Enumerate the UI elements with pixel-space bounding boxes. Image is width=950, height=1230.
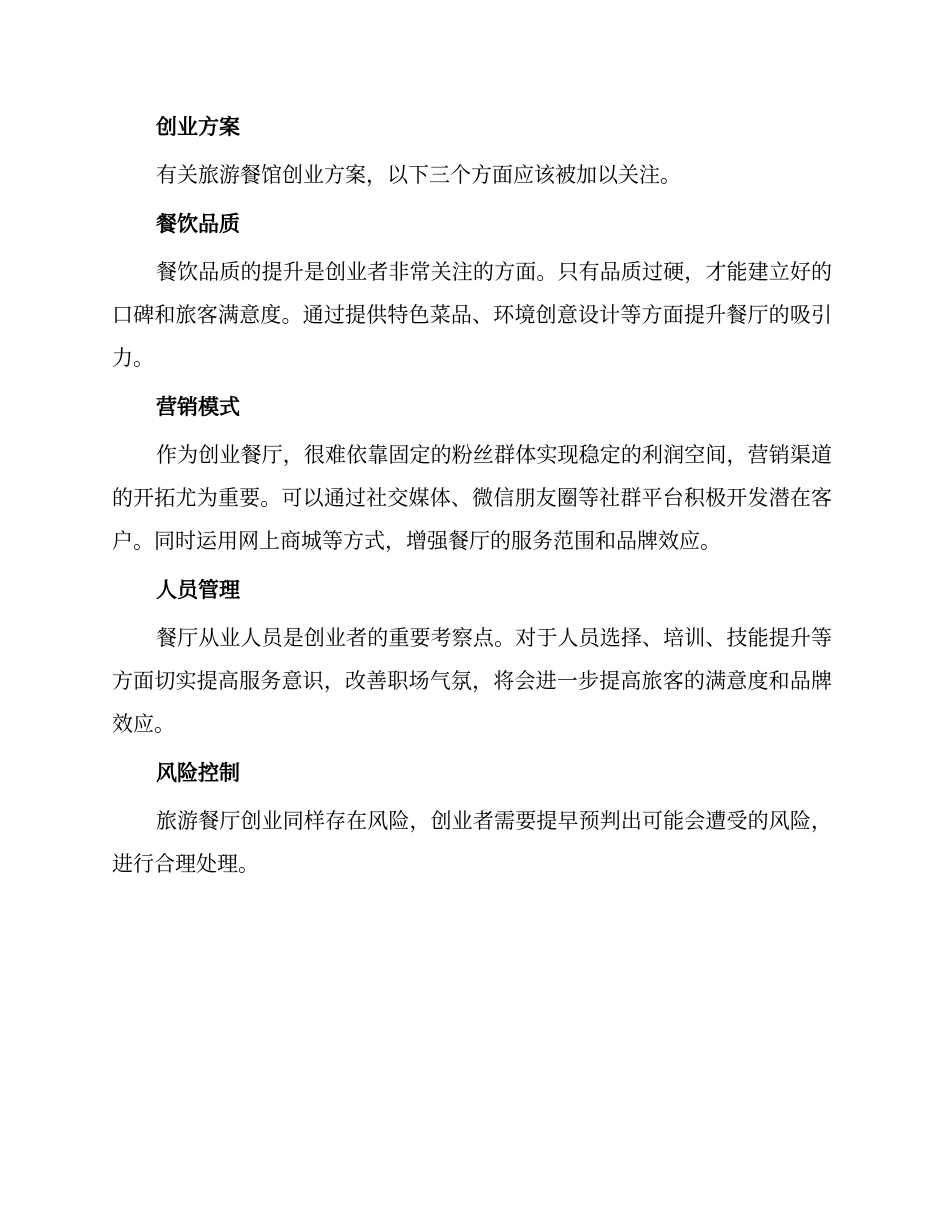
document-page bbox=[112, 108, 832, 886]
section-body-startup-plan: 有关旅游餐馆创业方案，以下三个方面应该被加以关注。 bbox=[156, 163, 681, 187]
section-heading-staff-management: 人员管理 bbox=[156, 578, 240, 602]
section-body-marketing: 作为创业餐厅，很难依靠固定的粉丝群体实现稳定的利润空间，营销渠道的开拓尤为重要。可以通过社交媒体、微信朋友圈等社群平台积极开发潜在客户。同时运用网上商城等方式，增强餐厅的服务范围和品牌效应。 bbox=[112, 443, 832, 553]
section-heading-risk-control: 风险控制 bbox=[156, 761, 240, 785]
section-heading-food-quality: 餐饮品质 bbox=[156, 212, 240, 236]
section-body-risk-control: 旅游餐厅创业同样存在风险，创业者需要提早预判出可能会遭受的风险，进行合理处理。 bbox=[112, 809, 832, 876]
section-body-food-quality: 餐饮品质的提升是创业者非常关注的方面。只有品质过硬，才能建立好的口碑和旅客满意度。通过提供特色菜品、环境创意设计等方面提升餐厅的吸引力。 bbox=[112, 260, 832, 370]
section-heading-startup-plan: 创业方案 bbox=[156, 115, 240, 139]
section-body-staff-management: 餐厅从业人员是创业者的重要考察点。对于人员选择、培训、技能提升等方面切实提高服务意识，改善职场气氛，将会进一步提高旅客的满意度和品牌效应。 bbox=[112, 626, 832, 736]
section-heading-marketing: 营销模式 bbox=[156, 395, 240, 419]
